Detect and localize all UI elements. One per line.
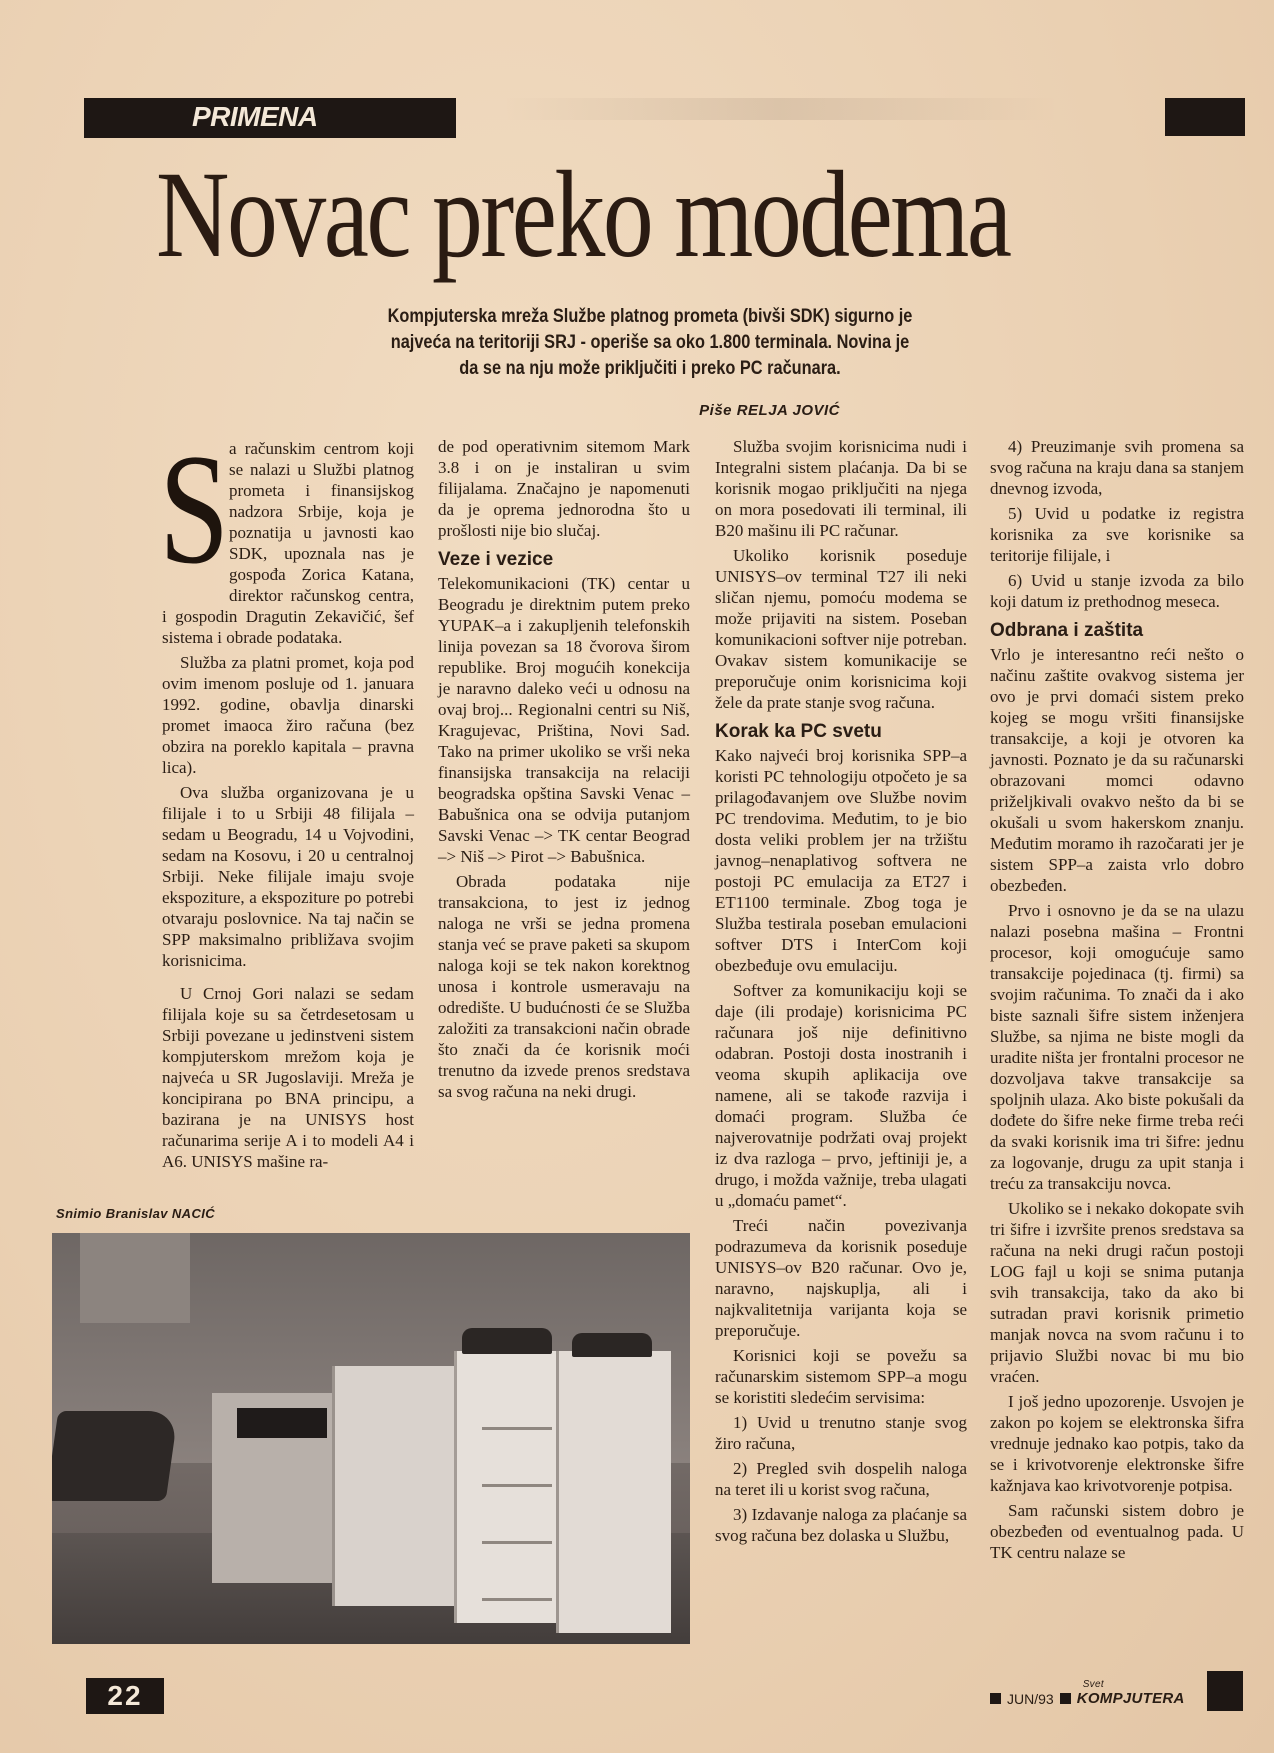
list-item: 4) Preuzimanje svih promena sa svog računa na kraju dana sa stanjem dnevnog izvoda, [990,437,1244,498]
section-header-bar [84,98,456,138]
subheading: Veze i vezice [438,549,554,570]
drop-cap: S [159,422,230,597]
paragraph: U Crnoj Gori nalazi se sedam filijala koje su sa četrdesetosam u Srbiji povezane u jedinstveni sistem kompjuterskom mrežom koja je najveća u SR Jugoslaviji. Mreža je koncipirana po BNA principu, a bazirana je na UNISYS host računarima serije A i to modeli A4 i A6. UNISYS mašine ra- [162,984,414,1171]
paragraph: a računskim centrom koji se nalazi u Službi platnog prometa i finansijskog nadzora Srbije, koja je poznatija u javnosti kao SDK, upoznala nas je gospođa Zorica Katana, direktor računskog centra, i gospodin Dragutin Zekavičić, šef sistema i obrade podataka. [162,439,414,647]
paragraph: Služba svojim korisnicima nudi i Integralni sistem plaćanja. Da bi se korisnik mogao priključiti na njega on mora posedovati ili terminal, ili B20 mašinu ili PC računar. [715,437,967,540]
paragraph: Obrada podataka nije transakciona, to jest iz jednog naloga ne vrši se jedna promena stanja već se prave paketi sa skupom naloga koji se tek nakon korektnog unosa i kontrole usmeravaju na odredište. U budućnosti će se Služba založiti za transakcioni način obrade što znači da će korisnik moći trenutno da izvede prenos sredstava sa svog računa na neki drugi. [438,872,690,1101]
corner-bar-footer [1207,1671,1243,1711]
photo-tape-drive [462,1328,552,1354]
page-number: 22 [86,1678,164,1714]
photo-panel [237,1408,327,1438]
paragraph: Sam računski sistem dobro je obezbeđen od eventualnog pada. U TK centru nalaze se [990,1501,1244,1562]
column-3 [715,436,967,1550]
list-item: 2) Pregled svih dospelih naloga na teret ili u korist svog računa, [715,1459,967,1499]
subheading: Korak ka PC svetu [715,721,882,742]
brand-name: KOMPJUTERA [1076,1690,1185,1707]
paragraph: Ukoliko se i nekako dokopate svih tri šifre i izvršite prenos sredstava sa računa na neki drugi račun postoji LOG fajl u koji se snima putanja svih transakcija, tako da ako bi sutradan pravi korisnik primetio manjak novca na svom računu i to prijavio Službi novac bi mu bio vraćen. [990,1199,1244,1386]
list-item: 1) Uvid u trenutno stanje svog žiro računa, [715,1413,967,1453]
byline: Piše RELJA JOVIĆ [699,402,840,419]
photo-panel-lines [482,1373,552,1623]
lead-paragraph: Kompjuterska mreža Službe platnog prometa (bivši SDK) sigurno je najveća na teritoriji SRJ - operiše sa oko 1.800 terminala. Novina je da se na nju može priključiti i preko PC računara. [387,306,913,379]
photo-tape-drive [572,1333,652,1357]
column-4 [990,436,1244,1567]
column-2 [438,436,690,1106]
list-item: 5) Uvid u podatke iz registra korisnika za sve korisnike sa teritorije filijale, i [990,504,1244,565]
photo-cabinet [556,1351,671,1633]
paragraph: de pod operativnim sitemom Mark 3.8 i on je instaliran u svim filijalama. Značajno je napomenuti da je oprema jednorodna što u prošlosti nije bio slučaj. [438,437,690,540]
paragraph: Telekomunikacioni (TK) centar u Beogradu je direktnim putem preko YUPAK–a i zakupljenih telefonskih linija povezan sa 18 čvorova širom republike. Broj mogućih konekcija je naravno daleko veći u odnosu na ovaj broj... Regionalni centri su Niš, Kragujevac, Priština, Novi Sad. Tako na primer ukoliko se vrši neka finansijska transakcija na relaciji beogradska opština Savski Venac – Babušnica ona se odvija putanjom Savski Venac –> TK centar Beograd –> Niš –> Pirot –> Babušnica. [438,574,690,866]
bleed-through [500,98,1060,120]
computer-room-photo [52,1233,690,1644]
brand-small: Svet [1082,1679,1104,1690]
section-label: PRIMENA [192,101,318,132]
paragraph: Treći način povezivanja podrazumeva da korisnik poseduje UNISYS–ov B20 računar. Ovo je, naravno, najskuplja, ali i najkvalitetnija varijanta koja se preporučuje. [715,1216,967,1340]
paragraph: I još jedno upozorenje. Usvojen je zakon po kojem se elektronska šifra vrednuje jednako kao potpis, tako da se i krivotvorenje elektronske šifre kažnjava kao krivotvorenje potpisa. [990,1392,1244,1495]
photo-cabinet [332,1366,455,1606]
corner-bar [1165,98,1245,136]
photo-credit: Snimio Branislav NACIĆ [56,1206,216,1221]
paragraph: Ova služba organizovana je u filijale i to u Srbiji 48 filijala – sedam u Beogradu, 14 u Vojvodini, sedam na Kosovu, i 20 u centralnoj Srbiji. Neke filijale imaju svoje ekspoziture, a ekspoziture po potrebi otvaraju poslovnice. Na taj način se SPP maksimalno približava svojim korisnicima. [162,783,414,970]
paragraph: Ukoliko korisnik poseduje UNISYS–ov terminal T27 ili neki sličan njemu, pomoću modema se može prijaviti na sistem. Poseban komunikacioni softver nije potreban. Ovakav sistem komunikacije se preporučuje onim korisnicima koji žele da prate stanje svog računa. [715,546,967,712]
square-bullet-icon [1060,1693,1071,1704]
photo-chair [52,1411,178,1501]
subheading: Odbrana i zaštita [990,620,1144,641]
paragraph: Korisnici koji se povežu sa računarskim sistemom SPP–a mogu se koristiti sledećim servisima: [715,1346,967,1407]
paragraph: Kako najveći broj korisnika SPP–a koristi PC tehnologiju otpočeto je sa prilagođavanjem ove Službe novim PC trendovima. Međutim, to je bio dosta veliki problem jer na tržištu javnog–nenaplativog softvera ne postoji PC emulacija za ET27 i ET1100 terminale. Zbog toga je Služba testirala poseban emulacioni softver DTS i InterCom koji obezbeđuje ovu emulaciju. [715,746,967,975]
photo-shelf [80,1233,190,1323]
issue-date: JUN/93 [1007,1690,1054,1707]
article-title: Novac preko modema [156,146,1010,283]
square-bullet-icon [990,1693,1001,1704]
list-item: 3) Izdavanje naloga za plaćanje sa svog računa bez dolaska u Službu, [715,1505,967,1545]
column-1 [159,422,414,1176]
paragraph: Vrlo je interesantno reći nešto o načinu zaštite ovakvog sistema jer ovo je prvi domaći sistem preko kojeg se mogu vršiti finansijske transakcije, a koji je otvoren ka javnosti. Poznato je da su računarski obrazovani momci odavno priželjkivali ovakvo nešto da bi se okušali u svom hakerskom znanju. Međutim moramo ih razočarati jer je sistem SPP–a zaista vrlo dobro obezbeđen. [990,645,1244,895]
paragraph: Softver za komunikaciju koji se daje (ili prodaje) korisnicima PC računara još nije definitivno odabran. Postoji dosta inostranih i veoma skupih aplikacija ove namene, ali se takođe razvija i domaći program. Služba će najverovatnije podržati ovaj projekt iz dva razloga – prvo, jeftiniji je, a drugo, i možda važnije, treba ulagati u „domaću pamet“. [715,981,967,1210]
paragraph: Služba za platni promet, koja pod ovim imenom posluje od 1. januara 1992. godine, obavlja dinarski promet imaoca žiro računa (bez obzira na poreklo kapitala – pravna lica). [162,653,414,777]
opening-paragraph [159,422,414,648]
footer-issue [990,1679,1200,1707]
list-item: 6) Uvid u stanje izvoda za bilo koji datum iz prethodnog meseca. [990,571,1244,611]
paragraph: Prvo i osnovno je da se na ulazu nalazi posebna mašina – Frontni procesor, koji omogućuje samo transakcije pojedinaca (tj. firmi) sa svojim računima. To znači da i ako biste saznali šifre sistem inženjera Službe, sa njima ne biste mogli da uradite ništa jer frontalni procesor ne dozvoljava takve transakcije sa spoljnih ulaza. Ako biste pokušali da dođete do šifre neke firme treba reći da svaki korisnik ima tri šifre: jednu za logovanje, drugu za upit stanja i treću za transakciju novca. [990,901,1244,1193]
magazine-brand [1076,1679,1185,1707]
